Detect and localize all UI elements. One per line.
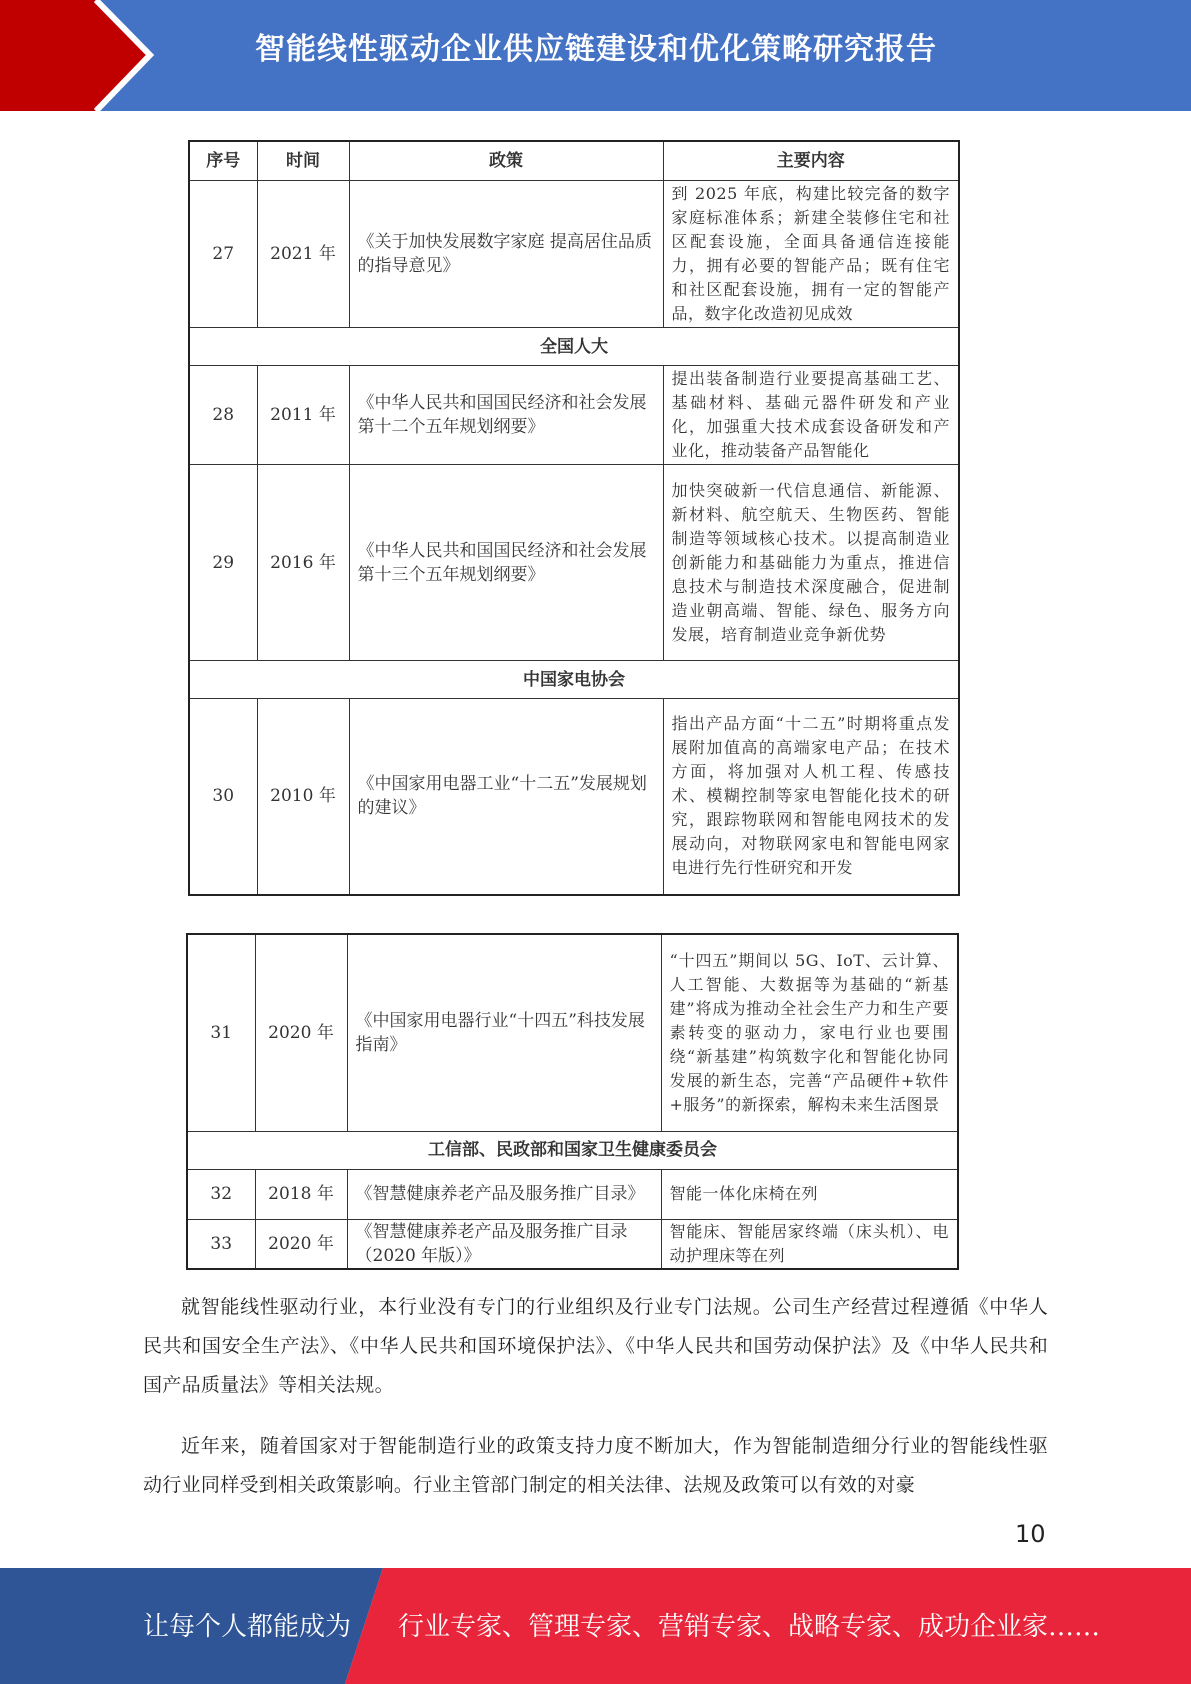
header-time: 时间 [257,141,349,181]
body-paragraph: 就智能线性驱动行业，本行业没有专门的行业组织及行业专门法规。公司生产经营过程遵循《中华人民共和国安全生产法》、《中华人民共和国环境保护法》、《中华人民共和国劳动保护法》及《中华人民共和国产品质量法》等相关法规。 [143,1296,1048,1396]
row-content: “十四五”期间以 5G、IoT、云计算、人工智能、大数据等为基础的“新基建”将成为推动全社会生产力和生产要素转变的驱动力，家电行业也要围绕“新基建”构筑数字化和智能化协同发展的新生态，完善“产品硬件+软件+服务”的新探索，解构未来生活图景 [661,934,958,1131]
row-content: 指出产品方面“十二五”时期将重点发展附加值高的高端家电产品；在技术方面，将加强对人机工程、传感技术、模糊控制等家电智能化技术的研究，跟踪物联网和智能电网技术的发展动向，对物联网家电和智能电网家电进行先行性研究和开发 [663,699,959,895]
table-row [187,1169,958,1219]
page-number: 10 [1015,1520,1046,1548]
row-no: 33 [187,1219,255,1269]
header-content: 主要内容 [663,141,959,181]
row-policy: 《中国家用电器工业“十二五”发展规划的建议》 [349,699,663,895]
row-time: 2011 年 [257,366,349,465]
table-row [189,366,959,465]
row-policy: 《智慧健康养老产品及服务推广目录（2020 年版）》 [347,1219,661,1269]
row-content: 加快突破新一代信息通信、新能源、新材料、航空航天、生物医药、智能制造等领域核心技术。以提高制造业创新能力和基础能力为重点，推进信息技术与制造技术深度融合，促进制造业朝高端、智能、绿色、服务方向发展，培育制造业竞争新优势 [663,465,959,661]
header-policy: 政策 [349,141,663,181]
row-policy: 《智慧健康养老产品及服务推广目录》 [347,1169,661,1219]
footer-slogan-left: 让每个人都能成为 [143,1612,352,1642]
row-no: 32 [187,1169,255,1219]
policy-table-part1-wrapper [186,140,961,900]
row-no: 30 [189,699,257,895]
row-time: 2020 年 [255,1219,347,1269]
table-row [189,465,959,661]
header-no: 序号 [189,141,257,181]
section-title: 全国人大 [189,328,959,366]
row-no: 31 [187,934,255,1131]
row-time: 2010 年 [257,699,349,895]
table-row [187,934,958,1131]
row-time: 2018 年 [255,1169,347,1219]
row-no: 27 [189,181,257,328]
section-title: 工信部、民政部和国家卫生健康委员会 [187,1131,958,1169]
row-time: 2016 年 [257,465,349,661]
footer-banner [0,1568,1191,1684]
table-row [189,699,959,895]
row-time: 2021 年 [257,181,349,328]
row-no: 29 [189,465,257,661]
table-row [187,1219,958,1269]
row-content: 智能一体化床椅在列 [661,1169,958,1219]
section-row [189,661,959,699]
row-content: 智能床、智能居家终端（床头机）、电动护理床等在列 [661,1219,958,1269]
policy-table-part2 [186,933,959,1270]
row-policy: 《关于加快发展数字家庭 提高居住品质的指导意见》 [349,181,663,328]
row-policy: 《中国家用电器行业“十四五”科技发展指南》 [347,934,661,1131]
row-time: 2020 年 [255,934,347,1131]
body-paragraph: 近年来，随着国家对于智能制造行业的政策支持力度不断加大，作为智能制造细分行业的智能线性驱动行业同样受到相关政策影响。行业主管部门制定的相关法律、法规及政策可以有效的对豪 [143,1435,1048,1496]
table-row [189,181,959,328]
row-policy: 《中华人民共和国国民经济和社会发展第十三个五年规划纲要》 [349,465,663,661]
section-title: 中国家电协会 [189,661,959,699]
row-content: 提出装备制造行业要提高基础工艺、基础材料、基础元器件研发和产业化，加强重大技术成套设备研发和产业化，推动装备产品智能化 [663,366,959,465]
row-content: 到 2025 年底，构建比较完备的数字家庭标准体系；新建全装修住宅和社区配套设施，全面具备通信连接能力，拥有必要的智能产品；既有住宅和社区配套设施，拥有一定的智能产品，数字化改造初见成效 [663,181,959,328]
table-header-row [189,141,959,181]
report-title: 智能线性驱动企业供应链建设和优化策略研究报告 [255,32,937,67]
header-banner [0,0,1191,111]
row-no: 28 [189,366,257,465]
policy-table-part1 [188,140,960,896]
section-row [187,1131,958,1169]
section-row [189,328,959,366]
footer-slogan-right: 行业专家、管理专家、营销专家、战略专家、成功企业家…… [398,1612,1101,1642]
row-policy: 《中华人民共和国国民经济和社会发展第十二个五年规划纲要》 [349,366,663,465]
